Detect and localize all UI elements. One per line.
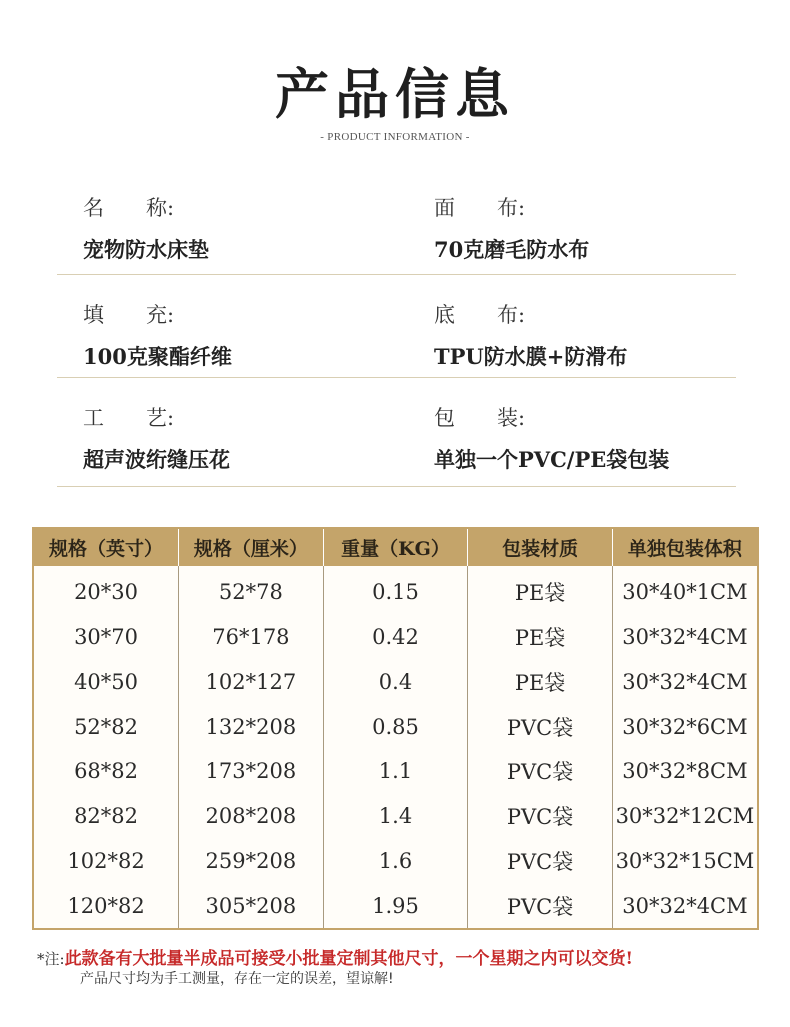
table-header-row — [34, 529, 757, 566]
table-row — [34, 794, 757, 839]
table-cell: 52*78 — [179, 566, 324, 615]
info-label: 包 装: — [434, 406, 526, 430]
info-value: TPU防水膜+防滑布 — [434, 344, 628, 369]
table-cell: 208*208 — [179, 794, 324, 839]
page-title: 产品信息 — [275, 62, 515, 126]
table-cell: 305*208 — [179, 883, 324, 928]
table-cell: 173*208 — [179, 749, 324, 794]
table-cell: PVC袋 — [468, 838, 613, 883]
table-cell: 30*40*1CM — [622, 580, 748, 605]
table-cell: PVC袋 — [468, 794, 613, 839]
note-text: 此款备有大批量半成品可接受小批量定制其他尺寸，一个星期之内可以交货! — [64, 949, 634, 969]
column-header: 单独包装体积 — [612, 529, 757, 566]
table-cell: 1.6 — [323, 838, 468, 883]
table-cell: PVC袋 — [468, 749, 613, 794]
info-value: 单独一个PVC/PE袋包装 — [434, 447, 670, 472]
table-cell: 68*82 — [34, 749, 179, 794]
size-table — [32, 527, 759, 930]
table-cell: 30*32*12CM — [615, 804, 755, 829]
note-secondary: 产品尺寸均为手工测量，存在一定的误差，望谅解! — [80, 971, 394, 987]
column-header: 重量（KG） — [323, 529, 468, 566]
table-cell: 30*32*6CM — [622, 714, 748, 739]
table-row — [34, 660, 757, 705]
table-cell: 1.4 — [323, 794, 468, 839]
info-value: 宠物防水床垫 — [83, 237, 209, 262]
info-value: 超声波绗缝压花 — [83, 447, 230, 472]
table-cell: 30*32*8CM — [622, 759, 748, 784]
product-info-section — [57, 168, 736, 487]
table-cell: 0.42 — [323, 615, 468, 660]
table-cell: 30*32*15CM — [615, 848, 755, 873]
table-cell: 30*32*4CM — [622, 893, 748, 918]
table-cell: 30*32*4CM — [622, 669, 748, 694]
table-cell: 132*208 — [179, 704, 324, 749]
note-highlight — [37, 944, 633, 969]
table-cell: PE袋 — [468, 660, 613, 705]
info-row — [57, 378, 736, 487]
info-field — [83, 275, 232, 371]
info-label: 面 布: — [434, 196, 526, 220]
table-cell: 52*82 — [34, 704, 179, 749]
info-value: 70克磨毛防水布 — [434, 237, 590, 262]
info-row — [57, 168, 736, 275]
info-field — [83, 378, 230, 474]
table-cell: 0.4 — [323, 660, 468, 705]
table-cell: 1.1 — [323, 749, 468, 794]
info-label: 名 称: — [83, 196, 175, 220]
info-label: 底 布: — [434, 303, 526, 327]
table-cell: PE袋 — [468, 615, 613, 660]
table-cell: 0.15 — [323, 566, 468, 615]
table-row — [34, 704, 757, 749]
table-row — [34, 838, 757, 883]
table-cell: 102*82 — [34, 838, 179, 883]
info-value: 100克聚酯纤维 — [83, 344, 232, 369]
table-row — [34, 883, 757, 928]
table-row — [34, 566, 757, 615]
info-field — [434, 168, 589, 264]
note-prefix: *注: — [37, 950, 65, 968]
table-cell: PE袋 — [468, 566, 613, 615]
info-label: 工 艺: — [83, 406, 175, 430]
column-header: 规格（英寸） — [34, 529, 179, 566]
info-row — [57, 275, 736, 378]
info-field — [83, 168, 209, 264]
table-cell: 40*50 — [34, 660, 179, 705]
table-cell: 1.95 — [323, 883, 468, 928]
table-cell: 30*32*4CM — [622, 625, 748, 650]
table-row — [34, 749, 757, 794]
column-header: 包装材质 — [468, 529, 613, 566]
info-field — [434, 378, 669, 474]
table-cell: PVC袋 — [468, 704, 613, 749]
table-cell: 20*30 — [34, 566, 179, 615]
table-cell: 259*208 — [179, 838, 324, 883]
table-row — [34, 615, 757, 660]
table-cell: 76*178 — [179, 615, 324, 660]
info-field — [434, 275, 627, 371]
table-cell: 30*70 — [34, 615, 179, 660]
table-cell: 82*82 — [34, 794, 179, 839]
table-cell: 102*127 — [179, 660, 324, 705]
column-header: 规格（厘米） — [179, 529, 324, 566]
page-subtitle: - PRODUCT INFORMATION - — [320, 131, 470, 143]
table-cell: PVC袋 — [468, 883, 613, 928]
info-label: 填 充: — [83, 303, 175, 327]
table-cell: 120*82 — [34, 883, 179, 928]
table-cell: 0.85 — [323, 704, 468, 749]
